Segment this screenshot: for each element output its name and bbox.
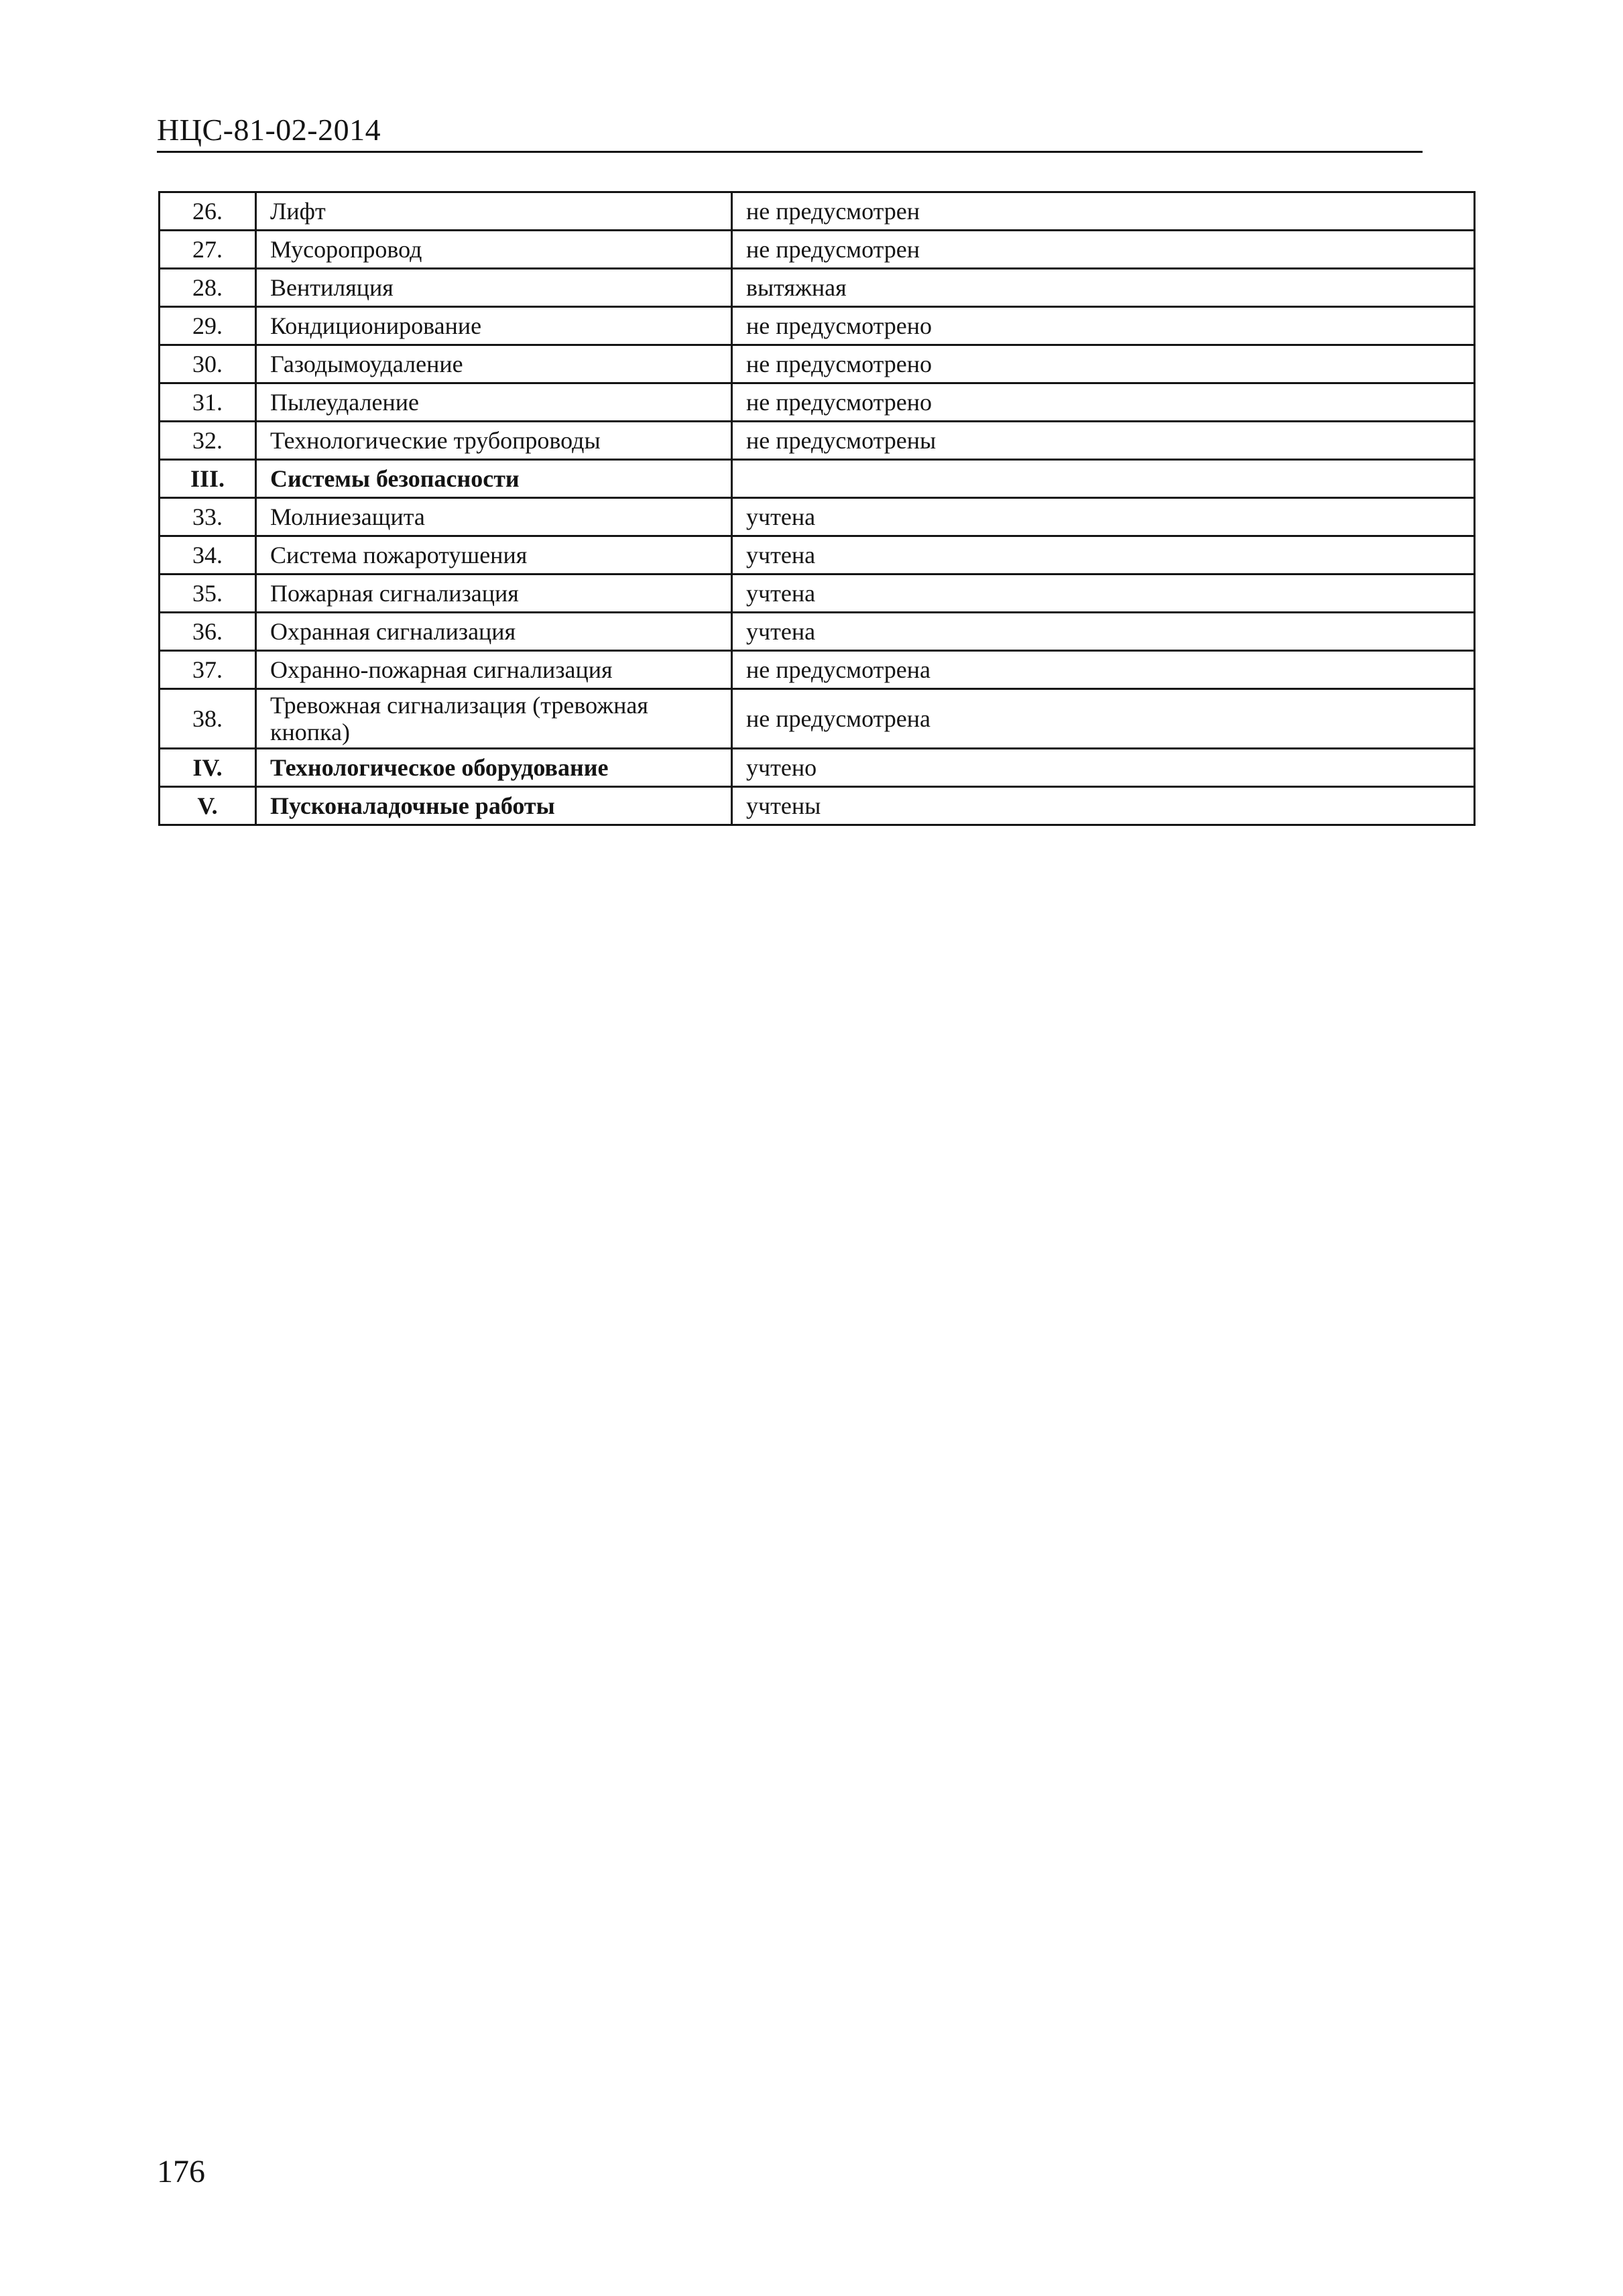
row-number: 32. bbox=[160, 422, 256, 460]
row-value: не предусмотрено bbox=[732, 383, 1475, 422]
table-row bbox=[160, 192, 1475, 231]
section-row bbox=[160, 460, 1475, 498]
section-number: III. bbox=[160, 460, 256, 498]
row-name: Мусоропровод bbox=[256, 231, 732, 269]
table-row bbox=[160, 383, 1475, 422]
row-number: 30. bbox=[160, 345, 256, 383]
table-row bbox=[160, 536, 1475, 575]
table-row bbox=[160, 689, 1475, 749]
row-value: не предусмотрен bbox=[732, 192, 1475, 231]
row-value: учтена bbox=[732, 613, 1475, 651]
table-row bbox=[160, 269, 1475, 307]
row-value: вытяжная bbox=[732, 269, 1475, 307]
row-value: не предусмотрена bbox=[732, 651, 1475, 689]
specification-table-body bbox=[160, 192, 1475, 825]
section-value: учтено bbox=[732, 749, 1475, 787]
row-name: Газодымоудаление bbox=[256, 345, 732, 383]
row-number: 33. bbox=[160, 498, 256, 536]
row-name: Молниезащита bbox=[256, 498, 732, 536]
document-code-header: НЦС-81-02-2014 bbox=[157, 113, 381, 147]
table-row bbox=[160, 345, 1475, 383]
row-number: 37. bbox=[160, 651, 256, 689]
row-name: Охранная сигнализация bbox=[256, 613, 732, 651]
row-value: не предусмотрена bbox=[732, 689, 1475, 749]
section-value: учтены bbox=[732, 787, 1475, 825]
table-row bbox=[160, 613, 1475, 651]
section-number: IV. bbox=[160, 749, 256, 787]
section-value bbox=[732, 460, 1475, 498]
row-value: учтена bbox=[732, 536, 1475, 575]
row-name: Система пожаротушения bbox=[256, 536, 732, 575]
table-row bbox=[160, 575, 1475, 613]
row-value: учтена bbox=[732, 498, 1475, 536]
section-row bbox=[160, 749, 1475, 787]
table-row bbox=[160, 498, 1475, 536]
section-title: Пусконаладочные работы bbox=[256, 787, 732, 825]
specification-table bbox=[158, 191, 1476, 826]
row-number: 27. bbox=[160, 231, 256, 269]
row-name: Лифт bbox=[256, 192, 732, 231]
row-name: Тревожная сигнализация (тревожная кнопка) bbox=[256, 689, 732, 749]
row-number: 38. bbox=[160, 689, 256, 749]
row-value: не предусмотрено bbox=[732, 345, 1475, 383]
section-title: Технологическое оборудование bbox=[256, 749, 732, 787]
row-number: 31. bbox=[160, 383, 256, 422]
page-number: 176 bbox=[157, 2154, 205, 2189]
table-row bbox=[160, 422, 1475, 460]
row-value: не предусмотрено bbox=[732, 307, 1475, 345]
row-name: Охранно-пожарная сигнализация bbox=[256, 651, 732, 689]
row-number: 34. bbox=[160, 536, 256, 575]
row-name: Технологические трубопроводы bbox=[256, 422, 732, 460]
section-number: V. bbox=[160, 787, 256, 825]
header-rule bbox=[157, 151, 1423, 153]
row-number: 36. bbox=[160, 613, 256, 651]
row-value: не предусмотрены bbox=[732, 422, 1475, 460]
row-name: Пожарная сигнализация bbox=[256, 575, 732, 613]
row-name: Вентиляция bbox=[256, 269, 732, 307]
section-row bbox=[160, 787, 1475, 825]
table-row bbox=[160, 651, 1475, 689]
table-row bbox=[160, 231, 1475, 269]
row-name: Кондиционирование bbox=[256, 307, 732, 345]
section-title: Системы безопасности bbox=[256, 460, 732, 498]
table-row bbox=[160, 307, 1475, 345]
row-number: 28. bbox=[160, 269, 256, 307]
row-value: учтена bbox=[732, 575, 1475, 613]
row-name: Пылеудаление bbox=[256, 383, 732, 422]
row-value: не предусмотрен bbox=[732, 231, 1475, 269]
row-number: 29. bbox=[160, 307, 256, 345]
row-number: 26. bbox=[160, 192, 256, 231]
row-number: 35. bbox=[160, 575, 256, 613]
